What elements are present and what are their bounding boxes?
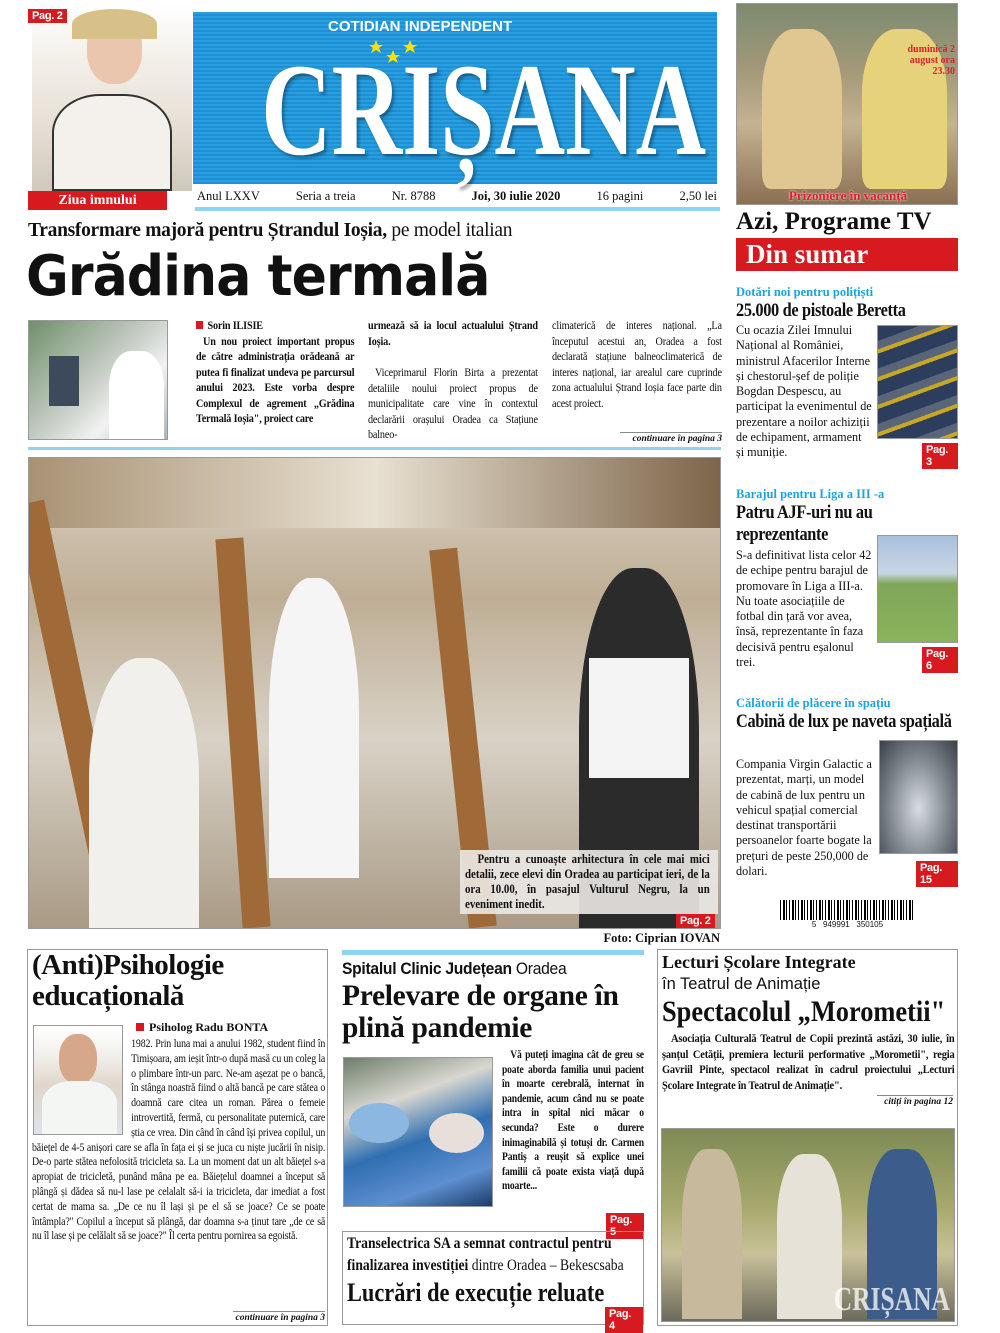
theatre-text: Asociația Culturală Teatrul de Copii prezintă astăzi, 30 iulie, în șanțul Cetății, premiera lecturii performative „Morometii", regia Gavriil Pinte, spectacol realizat în cadrul proiectului „Lecturi Școlare Integrate în Teatrul de Animație". — [662, 1032, 955, 1092]
psych-title: (Anti)Psihologie educațională — [32, 949, 224, 1012]
psych-author-name: Psiholog Radu BONTA — [149, 1020, 269, 1034]
divider — [342, 950, 644, 955]
lead-continued[interactable]: continuare în pagina 3 — [620, 432, 722, 444]
hospital-kicker-bold: Spitalul Clinic Județean — [342, 959, 512, 978]
psychology-article[interactable] — [27, 949, 328, 1326]
theatre-title: Spectacolul „Morometii" — [662, 995, 946, 1028]
lead-kicker — [28, 220, 512, 242]
lead-col1 — [196, 318, 354, 427]
transelectrica-line2 — [347, 1254, 624, 1277]
lead-author — [196, 318, 354, 334]
issue-year: Anul LXXV — [197, 189, 260, 203]
transelectrica-title: Lucrări de execuție reluate — [347, 1278, 605, 1307]
anthem-caption: Ziua imnului — [28, 191, 167, 210]
issue-series: Seria a treia — [295, 189, 356, 203]
bullet-icon — [136, 1023, 144, 1031]
psych-continued[interactable]: continuare în pagina 3 — [233, 1311, 325, 1323]
lead-col3: climaterică de interes național. „La începutul acestui an, Oradea a fost declarată stațiune balneoclimaterică de interes național, iar arealul care cuprinde zona actualului Ștrand Ioșia face parte din acest proiect. — [552, 319, 722, 410]
lead-kicker-bold: Transformare majoră pentru Ștrandul Ioșia, — [28, 220, 387, 241]
psych-text — [32, 1036, 325, 1243]
story-title: Patru AJF-uri nu au reprezentante — [736, 502, 873, 545]
lead-kicker-rest: pe model italian — [386, 220, 513, 241]
theatre-kicker: Lecturi Școlare Integrate — [662, 952, 856, 972]
story-title: 25.000 de pistoale Beretta — [736, 300, 906, 321]
divider — [195, 207, 720, 211]
barcode-digits: 5 949991 350105 — [811, 920, 884, 929]
issue-pages: 16 pagini — [596, 189, 644, 203]
theatre-photo — [661, 1128, 955, 1322]
lead-photo[interactable] — [28, 320, 168, 440]
transelectrica-line1: Transelectrica SA a semnat contractul pentru — [347, 1235, 612, 1252]
psych-author — [136, 1020, 268, 1035]
football-photo — [877, 535, 958, 643]
theatre-article[interactable] — [657, 949, 958, 1326]
transelectrica-line2-rest: dintre Oradea – Bekescsaba — [468, 1257, 624, 1274]
watermark-logo: CRIȘANA — [833, 1281, 950, 1318]
issue-price: 2,50 lei — [679, 189, 717, 203]
surgery-photo — [343, 1057, 493, 1207]
bullet-icon — [196, 321, 203, 329]
sidebar-story-2[interactable] — [736, 487, 958, 672]
story-title: Cabină de lux pe naveta spațială — [736, 711, 952, 732]
hospital-kicker-rest: Oradea — [511, 959, 567, 978]
hospital-title: Prelevare de organe în plină pandemie — [342, 980, 619, 1044]
masthead-subtitle: COTIDIAN INDEPENDENT — [328, 18, 513, 35]
hospital-article[interactable] — [342, 958, 644, 1238]
story-kicker: Dotări noi pentru polițiști — [736, 285, 874, 299]
page-badge[interactable]: Pag. 5 — [606, 1213, 644, 1239]
hospital-text: Vă puteți imagina cât de greu se poate aborda familia unui pacient în moarte cerebrală, internat în pandemie, acum când nu se poate intra in spital nici măcar o secunda? Este o durere inimaginabilă și totuși dr. Carmen Pantiș a reușit să explice unei familii că poate exista viață după moarte... — [502, 1048, 644, 1193]
story-text: Compania Virgin Galactic a prezentat, marți, un model de cabină de lux pentru un vehicul spațial comercial destinat transportării persoanelor foarte bogate la prețuri de peste 250,000 de dolari. — [736, 757, 872, 879]
divider — [28, 447, 721, 450]
barcode — [780, 900, 915, 930]
transelectrica-article[interactable] — [342, 1231, 644, 1332]
story-kicker: Barajul pentru Liga a III -a — [736, 487, 885, 501]
story-text: Cu ocazia Zilei Imnului Național al României, ministrul Afacerilor Interne și chestorul-șef de poliție Bogdan Despescu, au participat la evenimentul de prezentare a noilor achiziții de echipament, armament și muniție. — [736, 323, 872, 460]
theatre-sub: în Teatrul de Animație — [662, 975, 821, 993]
lead-col2a: urmează să ia locul actualului Ștrand Ioșia. — [368, 319, 538, 348]
issue-info — [197, 189, 717, 204]
page-badge[interactable]: Pag. 4 — [605, 1307, 643, 1333]
theatre-continued[interactable]: citiți în pagina 12 — [877, 1095, 953, 1107]
psych-text-body: 1982. Prin luna mai a anului 1982, student fiind în Timișoara, am ieșit într-o după masă cu un coleg la o plimbare într-un parc. Ne-am așezat pe o bancă, în stânga noastră fiind o altă bancă pe care stătea o doamnă care citea un roman. Părea o femeie introvertită, fermă, cu personalitate puternică, care știa ce vrea. Din când în când își privea copilul, un băiețel de 4-5 anișori care se afla în fața ei și se juca cu niște jucării în nisip. De-o parte stătea nefolosită tricicleta sa. La un moment dat un alt băiețel s-a apropiat de tricicletă, punând mâna pe ea. Băiețelul doamnei a început să plângă și dădea să nu-l lase pe celalalt să-i ia tricicleta, dar imediat a fost certat de mama sa. „De ce nu îl lași și pe el să se joace? Ce se poate întâmpla?" Copilul a început să plângă, dar doamna s-a ținut tare „de ce să nu îl lase și pe celălalt să se joace?" Îl certa pentru pornirea sa egoistă. — [32, 1036, 326, 1243]
lead-col2 — [368, 318, 538, 443]
summary-heading: Din sumar — [736, 238, 958, 271]
spacecraft-cabin-photo — [879, 740, 958, 854]
lead-author-name: Sorin ILISIE — [207, 319, 263, 332]
pistols-photo — [877, 325, 958, 439]
lead-title[interactable]: Grădina termală — [26, 244, 490, 309]
anthem-photo[interactable] — [32, 4, 192, 191]
page-badge[interactable]: Pag. 6 — [922, 647, 958, 673]
caption-text: Pentru a cunoaște arhitectura în cele mai mici detalii, zece elevi din Oradea au participat ieri, de la ora 10.00, în pasajul Vulturul Negru, la un eveniment inedit. — [465, 852, 710, 911]
page-badge[interactable]: Pag. 2 — [28, 9, 67, 23]
page-badge[interactable]: Pag. 15 — [916, 861, 958, 887]
page-badge[interactable]: Pag. 2 — [676, 914, 715, 928]
tv-channel-note: duminică 2 august ora 23.30 — [907, 44, 955, 77]
main-photo-caption — [460, 850, 718, 914]
lead-col1-text: Un nou proiect important propus de către administrația orădeană ar putea fi finalizat undeva pe parcursul anului 2023. Este vorba despre Complexul de agrement „Grădina Termală Ioșia", proiect care — [196, 334, 355, 425]
tv-movie-photo[interactable] — [736, 3, 958, 205]
issue-number: Nr. 8788 — [391, 189, 436, 203]
masthead — [193, 12, 717, 184]
tv-movie-title: Prizoniere în vacanță — [788, 188, 908, 203]
lead-col2b: Viceprimarul Florin Birta a prezentat detaliile noului proiect propus de municipalitate care vine în contextul declarării orașului Oradea ca Stațiune balneo- — [368, 366, 538, 441]
masthead-title: CRIȘANA — [261, 36, 707, 183]
hospital-kicker — [342, 958, 620, 980]
sidebar-story-1[interactable] — [736, 285, 958, 468]
tv-heading[interactable]: Azi, Programe TV — [736, 208, 932, 235]
sidebar-story-3[interactable] — [736, 696, 958, 886]
story-text: S-a definitivat lista celor 42 de echipe pentru barajul de promovare în Liga a III-a. Nu toate asociațiile de fotbal din țară vor avea, însă, reprezentante în faza decisivă pentru eșalonul trei. — [736, 548, 872, 670]
story-kicker: Călătorii de plăcere în spațiu — [736, 696, 891, 710]
transelectrica-line2-bold: finalizarea investiției — [347, 1257, 469, 1274]
photo-credit: Foto: Ciprian IOVAN — [603, 931, 720, 945]
issue-date: Joi, 30 iulie 2020 — [471, 189, 561, 203]
page-badge[interactable]: Pag. 3 — [922, 443, 958, 469]
